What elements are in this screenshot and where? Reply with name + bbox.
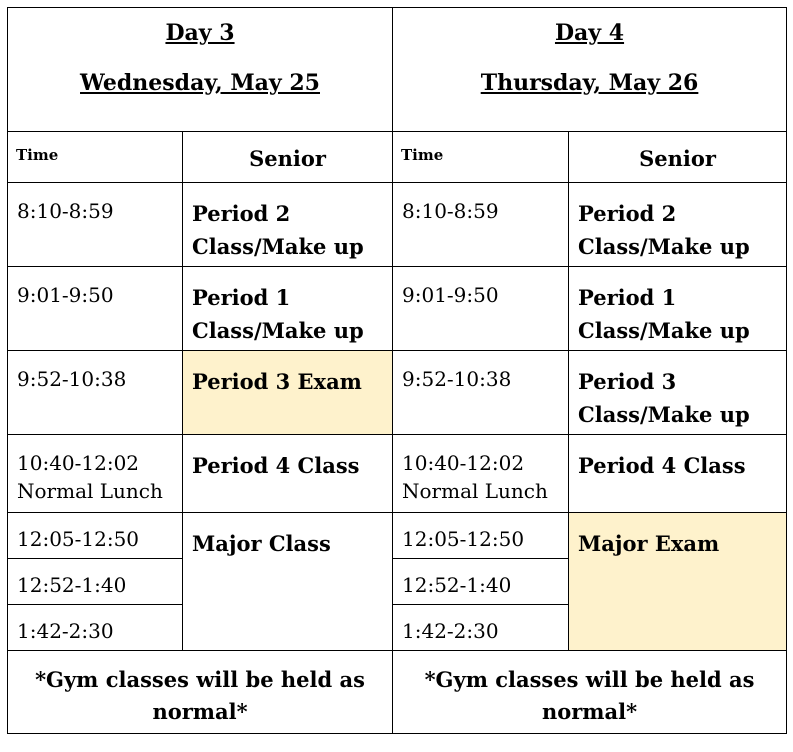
day3-exam-cell: Period 3 Exam <box>183 351 393 435</box>
day4-date: Thursday, May 26 <box>480 70 699 96</box>
day4-exam-cell: Major Exam <box>569 513 787 651</box>
day4-label: Day 4 <box>554 20 625 46</box>
day4-time-cell: 1:42-2:30 <box>393 605 569 651</box>
day4-time-cell: 12:52-1:40 <box>393 559 569 605</box>
table-row <box>8 183 787 267</box>
table-row <box>8 267 787 351</box>
day4-time-cell: 12:05-12:50 <box>393 513 569 559</box>
day3-time-cell <box>8 435 183 513</box>
day3-time-cell: 12:52-1:40 <box>8 559 183 605</box>
day4-time-cell: 8:10-8:59 <box>393 183 569 267</box>
day3-activity-cell: Period 2 Class/Make up <box>183 183 393 267</box>
day4-activity-cell: Period 2 Class/Make up <box>569 183 787 267</box>
day3-time-cell: 12:05-12:50 <box>8 513 183 559</box>
day3-date: Wednesday, May 25 <box>80 70 320 96</box>
day4-activity-cell: Period 4 Class <box>569 435 787 513</box>
day3-header <box>8 8 393 132</box>
table-row <box>8 513 787 559</box>
table-row <box>8 435 787 513</box>
day4-footnote: *Gym classes will be held as normal* <box>393 651 787 734</box>
day4-time-header: Time <box>393 132 569 183</box>
day3-activity-cell: Major Class <box>183 513 393 651</box>
day4-activity-cell: Period 3 Class/Make up <box>569 351 787 435</box>
day4-lunch-note: Normal Lunch <box>402 479 548 503</box>
day3-footnote: *Gym classes will be held as normal* <box>8 651 393 734</box>
day4-time-cell: 9:52-10:38 <box>393 351 569 435</box>
day4-time-cell <box>393 435 569 513</box>
day3-lunch-note: Normal Lunch <box>17 479 163 503</box>
exam-schedule-table <box>7 7 787 734</box>
day3-activity-cell: Period 4 Class <box>183 435 393 513</box>
day3-label: Day 3 <box>165 20 235 46</box>
day4-senior-header: Senior <box>569 132 787 183</box>
day3-time-cell: 1:42-2:30 <box>8 605 183 651</box>
day3-activity-cell: Period 1 Class/Make up <box>183 267 393 351</box>
day3-time-cell: 9:52-10:38 <box>8 351 183 435</box>
day3-senior-header: Senior <box>183 132 393 183</box>
day4-activity-cell: Period 1 Class/Make up <box>569 267 787 351</box>
day3-time-cell: 8:10-8:59 <box>8 183 183 267</box>
day3-time-range: 10:40-12:02 <box>17 451 140 475</box>
day3-time-cell: 9:01-9:50 <box>8 267 183 351</box>
day4-header <box>393 8 787 132</box>
day4-time-range: 10:40-12:02 <box>402 451 525 475</box>
table-row <box>8 351 787 435</box>
day4-time-cell: 9:01-9:50 <box>393 267 569 351</box>
day3-time-header: Time <box>8 132 183 183</box>
